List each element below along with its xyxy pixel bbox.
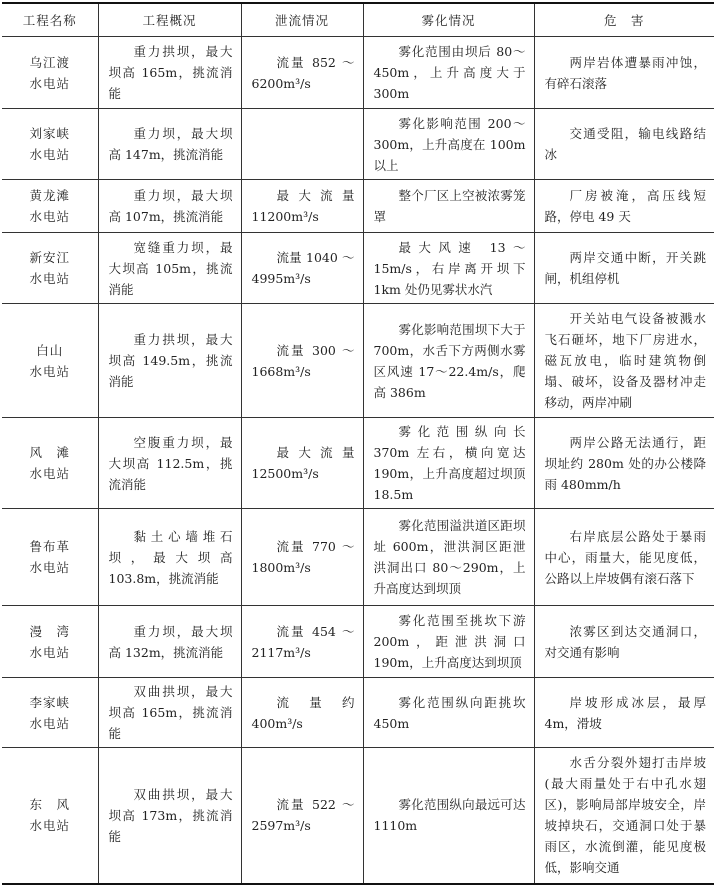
atomization-cell: 雾化范围纵向长 370m 左右，横向宽达 190m，上升高度超过坝顶 18.5m: [363, 418, 534, 509]
atomization-cell: 整个厂区上空被浓雾笼罩: [363, 180, 534, 233]
header-hazard: 危 害: [534, 3, 714, 37]
discharge-cell: 流量 454 ～ 2117m³/s: [241, 606, 363, 678]
overview-cell: 重力拱坝，最大坝高 149.5m，挑流消能: [98, 304, 241, 418]
overview-cell: 重力坝，最大坝高 132m，挑流消能: [98, 606, 241, 678]
discharge-cell: 流量 522 ～ 2597m³/s: [241, 748, 363, 884]
atomization-cell: 雾化范围纵向距挑坎 450m: [363, 678, 534, 748]
atomization-cell: 雾化范围溢洪道区距坝址 600m，泄洪洞区距泄洪洞出口 80～290m，上升高度达到坝顶: [363, 509, 534, 606]
discharge-cell: 流量 300 ～ 1668m³/s: [241, 304, 363, 418]
hazard-cell: 开关站电气设备被溅水飞石砸坏，地下厂房进水，磁瓦放电，临时建筑物倒塌、破坏，设备及器材冲走移动，两岸冲刷: [534, 304, 714, 418]
overview-cell: 重力拱坝，最大坝高 165m，挑流消能: [98, 37, 241, 109]
project-name-cell: 乌江渡 水电站: [2, 37, 98, 109]
header-overview: 工程概况: [98, 3, 241, 37]
project-name-cell: 鲁布革 水电站: [2, 509, 98, 606]
table-row: [2, 233, 714, 304]
table-row: [2, 509, 714, 606]
overview-cell: 空腹重力坝，最大坝高 112.5m，挑流消能: [98, 418, 241, 509]
table-row: [2, 748, 714, 884]
discharge-cell: 流量 770 ～ 1800m³/s: [241, 509, 363, 606]
project-name-cell: 黄龙滩 水电站: [2, 180, 98, 233]
header-row: [2, 3, 714, 37]
header-discharge: 泄流情况: [241, 3, 363, 37]
table-row: [2, 109, 714, 180]
atomization-cell: 雾化范围至挑坎下游 200m，距泄洪洞口 190m，上升高度达到坝顶: [363, 606, 534, 678]
overview-cell: 宽缝重力坝，最大坝高 105m，挑流消能: [98, 233, 241, 304]
discharge-cell: 流量 1040 ～ 4995m³/s: [241, 233, 363, 304]
table-row: [2, 418, 714, 509]
project-name-cell: 漫 湾 水电站: [2, 606, 98, 678]
table-row: [2, 606, 714, 678]
hazard-cell: 浓雾区到达交通洞口，对交通有影响: [534, 606, 714, 678]
overview-cell: 重力坝，最大坝高 107m，挑流消能: [98, 180, 241, 233]
atomization-cell: 雾化范围纵向最远可达 1110m: [363, 748, 534, 884]
overview-cell: 双曲拱坝，最大坝高 173m，挑流消能: [98, 748, 241, 884]
hazard-cell: 交通受阻，输电线路结冰: [534, 109, 714, 180]
table-row: [2, 304, 714, 418]
hazard-cell: 两岸公路无法通行，距坝址约 280m 处的办公楼降雨 480mm/h: [534, 418, 714, 509]
project-name-cell: 刘家峡 水电站: [2, 109, 98, 180]
header-project-name: 工程名称: [2, 3, 98, 37]
discharge-cell: [241, 109, 363, 180]
atomization-cell: 雾化范围由坝后 80～450m，上升高度大于 300m: [363, 37, 534, 109]
table-row: [2, 37, 714, 109]
overview-cell: 黏土心墙堆石坝，最大坝高 103.8m，挑流消能: [98, 509, 241, 606]
table-row: [2, 180, 714, 233]
project-name-cell: 新安江 水电站: [2, 233, 98, 304]
hazard-cell: 岸坡形成冰层，最厚 4m，滑坡: [534, 678, 714, 748]
hazard-cell: 厂房被淹，高压线短路，停电 49 天: [534, 180, 714, 233]
discharge-cell: 最大流量 11200m³/s: [241, 180, 363, 233]
hazard-cell: 右岸底层公路处于暴雨中心，雨量大，能见度低，公路以上岸坡偶有滚石落下: [534, 509, 714, 606]
discharge-cell: 最大流量 12500m³/s: [241, 418, 363, 509]
hazard-cell: 水舌分裂外翅打击岸坡(最大雨量处于右中孔水翅区)，影响局部岸坡安全，岸坡掉块石，交通洞口处于暴雨区，水流倒灌，能见度极低，影响交通: [534, 748, 714, 884]
atomization-cell: 雾化影响范围坝下大于 700m，水舌下方两侧水雾区风速 17～22.4m/s，爬高 386m: [363, 304, 534, 418]
overview-cell: 重力坝，最大坝高 147m，挑流消能: [98, 109, 241, 180]
hazard-cell: 两岸交通中断，开关跳闸，机组停机: [534, 233, 714, 304]
project-name-cell: 东 风 水电站: [2, 748, 98, 884]
overview-cell: 双曲拱坝，最大坝高 165m，挑流消能: [98, 678, 241, 748]
project-name-cell: 李家峡 水电站: [2, 678, 98, 748]
discharge-cell: 流量 852 ～ 6200m³/s: [241, 37, 363, 109]
project-name-cell: 风 滩 水电站: [2, 418, 98, 509]
table-row: [2, 678, 714, 748]
atomization-cell: 雾化影响范围 200～300m，上升高度在 100m 以上: [363, 109, 534, 180]
discharge-cell: 流量约 400m³/s: [241, 678, 363, 748]
project-name-cell: 白山 水电站: [2, 304, 98, 418]
hazard-cell: 两岸岩体遭暴雨冲蚀，有碎石滚落: [534, 37, 714, 109]
atomization-cell: 最大风速 13～15m/s，右岸离开坝下 1km 处仍见雾状水汽: [363, 233, 534, 304]
hydropower-atomization-table: [2, 2, 714, 885]
header-atomization: 雾化情况: [363, 3, 534, 37]
